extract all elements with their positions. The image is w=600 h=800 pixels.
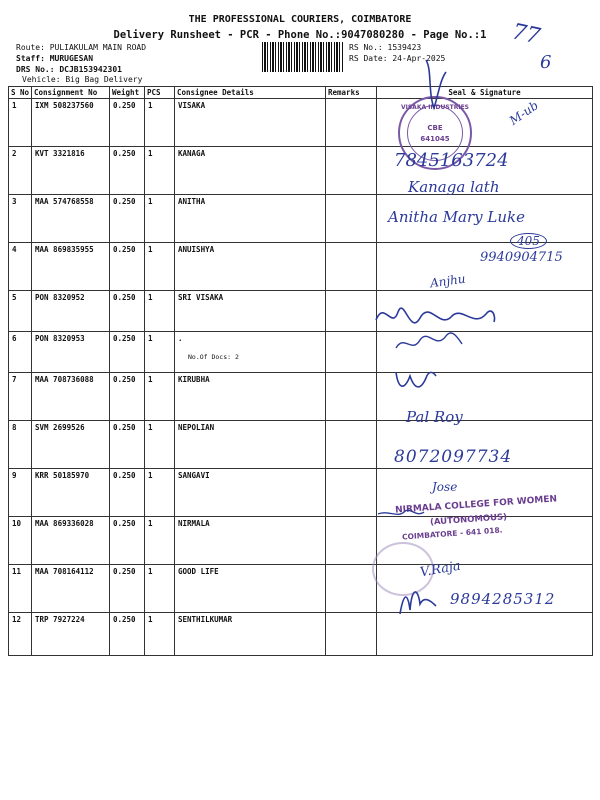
cell-consignment: MAA 708736088 (32, 373, 110, 421)
phone-row-4: 9940904715 (480, 250, 563, 265)
cell-sno: 3 (9, 195, 32, 243)
cell-sno: 2 (9, 147, 32, 195)
cell-consignee: SRI VISAKA (175, 291, 326, 332)
visaka-seal-inner-1: CBE (427, 124, 443, 132)
signature-scribble-top (426, 60, 446, 108)
cell-pcs: 1 (145, 195, 175, 243)
cell-consignment: PON 8320953 (32, 332, 110, 373)
cell-consignee: NIRMALA (175, 517, 326, 565)
signature-row-1: M-ub (506, 98, 541, 128)
nirmala-stamp-line-1: NIRMALA COLLEGE FOR WOMEN (394, 494, 558, 516)
cell-consignment: MAA 869336028 (32, 517, 110, 565)
cell-consignment: KVT 3321816 (32, 147, 110, 195)
cell-consignee: GOOD LIFE (175, 565, 326, 613)
company-title: THE PROFESSIONAL COURIERS, COIMBATORE (188, 14, 412, 25)
cell-pcs: 1 (145, 332, 175, 373)
cell-sno: 12 (9, 613, 32, 656)
cell-consignee: SENTHILKUMAR (175, 613, 326, 656)
cell-consignment: MAA 708164112 (32, 565, 110, 613)
handwritten-corner-digit: 6 (540, 52, 552, 73)
header-remarks: Remarks (326, 87, 377, 99)
cell-weight: 0.250 (110, 565, 145, 613)
header-pcs: PCS (145, 87, 175, 99)
header-consignee: Consignee Details (175, 87, 326, 99)
staff-label: Staff: MURUGESAN (16, 54, 94, 63)
cell-weight: 0.250 (110, 291, 145, 332)
cell-weight: 0.250 (110, 421, 145, 469)
cell-sno: 5 (9, 291, 32, 332)
signature-row-3: Anitha Mary Luke (388, 208, 525, 226)
cell-consignment: MAA 869835955 (32, 243, 110, 291)
rs-number: RS No.: 1539423 (349, 43, 422, 52)
cell-weight: 0.250 (110, 195, 145, 243)
cell-pcs: 1 (145, 565, 175, 613)
vehicle-label: Vehicle: Big Bag Delivery (22, 75, 143, 84)
phone-row-2: 7845163724 (394, 150, 509, 171)
cell-consignee: KIRUBHA (175, 373, 326, 421)
cell-consignment: KRR 50185970 (32, 469, 110, 517)
cell-consignee: NEPOLIAN (175, 421, 326, 469)
rs-date: RS Date: 24-Apr-2025 (349, 54, 446, 63)
cell-sno: 10 (9, 517, 32, 565)
visaka-seal-outer-text: VISAKA INDUSTRIES (400, 104, 469, 111)
cell-sno: 4 (9, 243, 32, 291)
cell-consignment: PON 8320952 (32, 291, 110, 332)
header-weight: Weight (110, 87, 145, 99)
cell-pcs: 1 (145, 243, 175, 291)
cell-pcs: 1 (145, 291, 175, 332)
nirmala-stamp-line-3: COIMBATORE - 641 018. (401, 525, 503, 542)
cell-weight: 0.250 (110, 613, 145, 656)
docs-count-note: No.Of Docs: 2 (188, 353, 239, 361)
phone-row-12: 9894285312 (450, 590, 556, 608)
cell-pcs: 1 (145, 147, 175, 195)
cell-consignee: SANGAVI (175, 469, 326, 517)
signature-scribble-row-10 (378, 510, 424, 514)
route-label: Route: PULIAKULAM MAIN ROAD (16, 43, 147, 52)
consignee-value: . (178, 334, 183, 343)
runsheet-subtitle: Delivery Runsheet - PCR - Phone No.:9047080280 - Page No.:1 (113, 29, 487, 41)
cell-sno: 9 (9, 469, 32, 517)
header-sno: S No (9, 87, 32, 99)
drs-label: DRS No.: DCJB153942301 (16, 65, 122, 74)
cell-consignment: TRP 7927224 (32, 613, 110, 656)
cell-sno: 8 (9, 421, 32, 469)
signature-scribble-row-7 (396, 372, 436, 387)
cell-pcs: 1 (145, 373, 175, 421)
cell-weight: 0.250 (110, 99, 145, 147)
handwritten-corner-number: 77 (509, 19, 543, 50)
phone-row-9: 8072097734 (394, 447, 513, 467)
cell-weight: 0.250 (110, 243, 145, 291)
signature-scribble-row-6 (396, 333, 462, 348)
signature-scribble-row-5 (376, 308, 495, 323)
cell-pcs: 1 (145, 517, 175, 565)
header-signature: Seal & Signature (377, 87, 593, 99)
cell-sno: 11 (9, 565, 32, 613)
cell-weight: 0.250 (110, 147, 145, 195)
cell-consignee: KANAGA (175, 147, 326, 195)
signature-row-9: Pal Roy (406, 408, 463, 426)
signature-row-10: Jose (432, 480, 458, 494)
signature-row-2: Kanaga lath (408, 178, 500, 196)
cell-consignee: VISAKA (175, 99, 326, 147)
handwritten-number-row-4: 405 (510, 233, 547, 249)
cell-consignee: ANITHA (175, 195, 326, 243)
nirmala-stamp-line-2: (AUTONOMOUS) (429, 512, 508, 528)
cell-consignment: IXM 508237560 (32, 99, 110, 147)
cell-consignment: MAA 574768558 (32, 195, 110, 243)
cell-weight: 0.250 (110, 332, 145, 373)
cell-weight: 0.250 (110, 373, 145, 421)
visaka-seal-inner-2: 641045 (420, 135, 450, 143)
cell-pcs: 1 (145, 469, 175, 517)
signature-row-5: Anjhu (429, 271, 467, 291)
signature-scribble-row-12 (400, 592, 436, 614)
header-consignment: Consignment No (32, 87, 110, 99)
cell-pcs: 1 (145, 613, 175, 656)
cell-sno: 1 (9, 99, 32, 147)
cell-consignee: ANUISHYA (175, 243, 326, 291)
cell-sno: 6 (9, 332, 32, 373)
cell-weight: 0.250 (110, 469, 145, 517)
signature-row-11: V.Raja (419, 558, 462, 581)
cell-pcs: 1 (145, 421, 175, 469)
cell-pcs: 1 (145, 99, 175, 147)
cell-consignment: SVM 2699526 (32, 421, 110, 469)
cell-weight: 0.250 (110, 517, 145, 565)
cell-sno: 7 (9, 373, 32, 421)
